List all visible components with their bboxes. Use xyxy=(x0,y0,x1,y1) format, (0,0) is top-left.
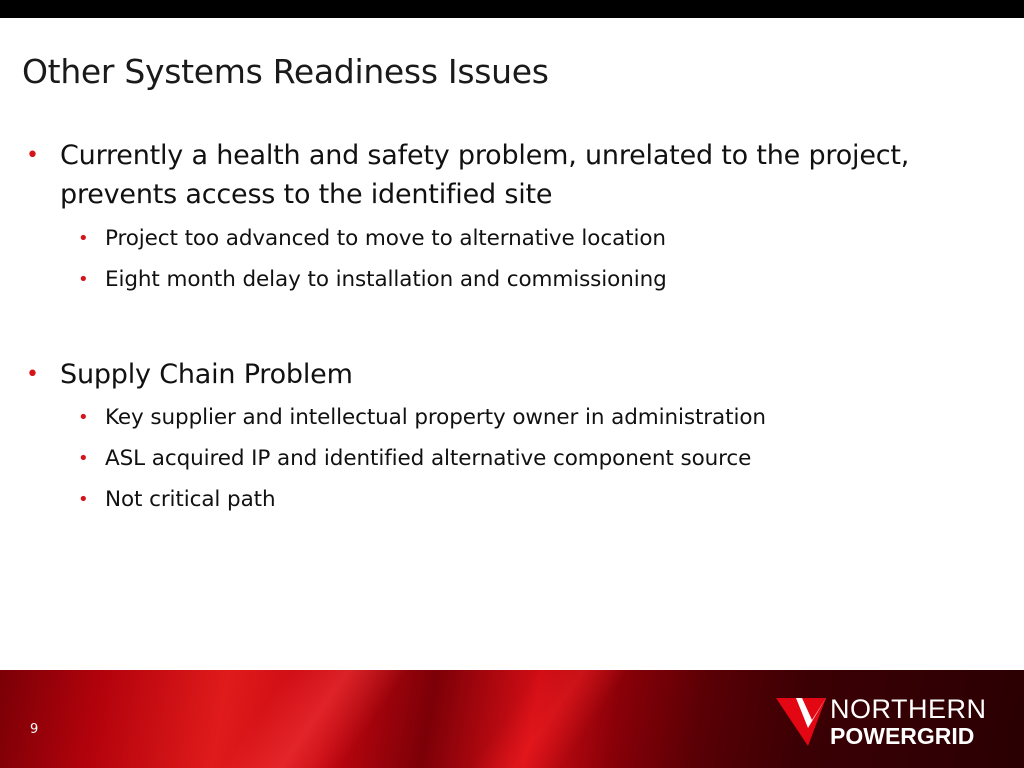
sub-bullet-item xyxy=(78,265,667,295)
sub-bullet-item xyxy=(78,485,276,515)
bullet-item xyxy=(26,136,960,214)
logo-triangle-icon xyxy=(776,696,828,748)
sub-bullet-item xyxy=(78,444,752,474)
sub-bullet-text: Key supplier and intellectual property owner in administration xyxy=(105,405,766,430)
slide-title: Other Systems Readiness Issues xyxy=(22,52,549,91)
bullet-text: Supply Chain Problem xyxy=(60,359,353,390)
bullet-icon: • xyxy=(78,228,89,249)
sub-bullet-text: Eight month delay to installation and commissioning xyxy=(105,267,667,292)
page-number: 9 xyxy=(30,722,39,737)
bullet-icon: • xyxy=(78,269,89,290)
sub-bullet-text: Project too advanced to move to alternative location xyxy=(105,226,666,251)
bullet-icon: • xyxy=(26,143,39,168)
sub-bullet-item xyxy=(78,224,666,254)
sub-bullet-text: ASL acquired IP and identified alternative component source xyxy=(105,446,752,471)
bullet-text: Currently a health and safety problem, unrelated to the project, prevents access to the identified site xyxy=(60,140,910,210)
logo-text-powergrid: POWERGRID xyxy=(830,723,975,749)
company-logo xyxy=(776,694,1008,750)
bullet-icon: • xyxy=(78,448,89,469)
logo-text-northern: NORTHERN xyxy=(830,694,987,724)
bullet-icon: • xyxy=(26,362,39,387)
sub-bullet-item xyxy=(78,403,766,433)
bullet-icon: • xyxy=(78,407,89,428)
bullet-icon: • xyxy=(78,489,89,510)
sub-bullet-text: Not critical path xyxy=(105,487,276,512)
bullet-item xyxy=(26,355,960,394)
top-bar xyxy=(0,0,1024,18)
